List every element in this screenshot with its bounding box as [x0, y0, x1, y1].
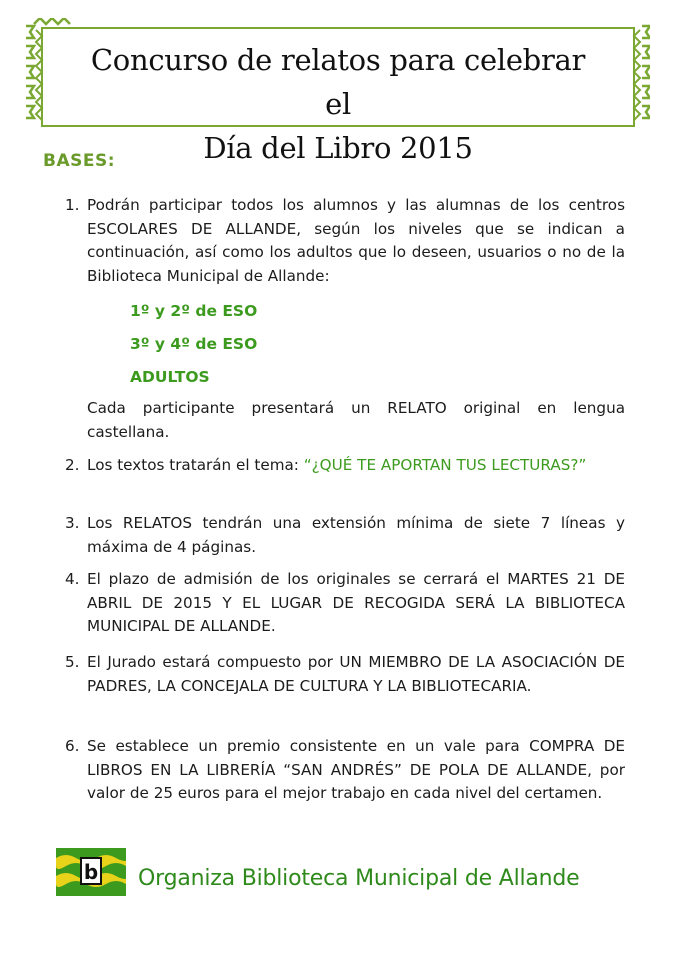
- page-title: [86, 38, 590, 170]
- item-number: 1.: [65, 196, 80, 214]
- item-text: Los RELATOS tendrán una extensión mínima de siete 7 líneas y máxima de 4 páginas.: [87, 514, 625, 556]
- list-item-6: [65, 735, 625, 806]
- item-1-followup: Cada participante presentará un RELATO original en lengua castellana.: [87, 399, 625, 441]
- item-number: 6.: [65, 737, 80, 755]
- level-3: ADULTOS: [130, 368, 210, 386]
- item-text: Se establece un premio consistente en un vale para COMPRA DE LIBROS EN LA LIBRERÍA “SAN ANDRÉS” DE POLA DE ALLANDE, por valor de 25 euros para el mejor trabajo en cada nivel del certamen.: [87, 737, 625, 802]
- item-number: 4.: [65, 570, 80, 588]
- library-logo: [56, 848, 126, 896]
- list-item-4: [65, 568, 625, 639]
- item-text: Podrán participar todos los alumnos y las alumnas de los centros ESCOLARES DE ALLANDE, según los niveles que se indican a continuación, así como los adultos que lo deseen, usuarios o no de la Biblioteca Municipal de Allande:: [87, 196, 625, 285]
- level-1: 1º y 2º de ESO: [130, 302, 258, 320]
- item-text: El Jurado estará compuesto por UN MIEMBRO DE LA ASOCIACIÓN DE PADRES, LA CONCEJALA DE CULTURA Y LA BIBLIOTECARIA.: [87, 653, 625, 695]
- item-text: El plazo de admisión de los originales se cerrará el MARTES 21 DE ABRIL DE 2015 Y EL LUGAR DE RECOGIDA SERÁ LA BIBLIOTECA MUNICIPAL DE ALLANDE.: [87, 570, 625, 635]
- item-text: Los textos tratarán el tema:: [87, 456, 304, 474]
- logo-letter: b: [83, 860, 99, 884]
- item-theme-highlight: “¿QUÉ TE APORTAN TUS LECTURAS?”: [303, 456, 587, 474]
- list-item-2: [65, 454, 625, 478]
- item-number: 3.: [65, 514, 80, 532]
- item-number: 2.: [65, 456, 80, 474]
- list-item-3: [65, 512, 625, 559]
- item-number: 5.: [65, 653, 80, 671]
- footer-organizer: Organiza Biblioteca Municipal de Allande: [138, 866, 580, 891]
- list-item-5: [65, 651, 625, 698]
- title-line-2: Día del Libro 2015: [203, 131, 473, 165]
- bases-heading: BASES:: [43, 151, 116, 171]
- level-2: 3º y 4º de ESO: [130, 335, 258, 353]
- title-line-1: Concurso de relatos para celebrar el: [90, 43, 586, 121]
- list-item-1: [65, 194, 625, 288]
